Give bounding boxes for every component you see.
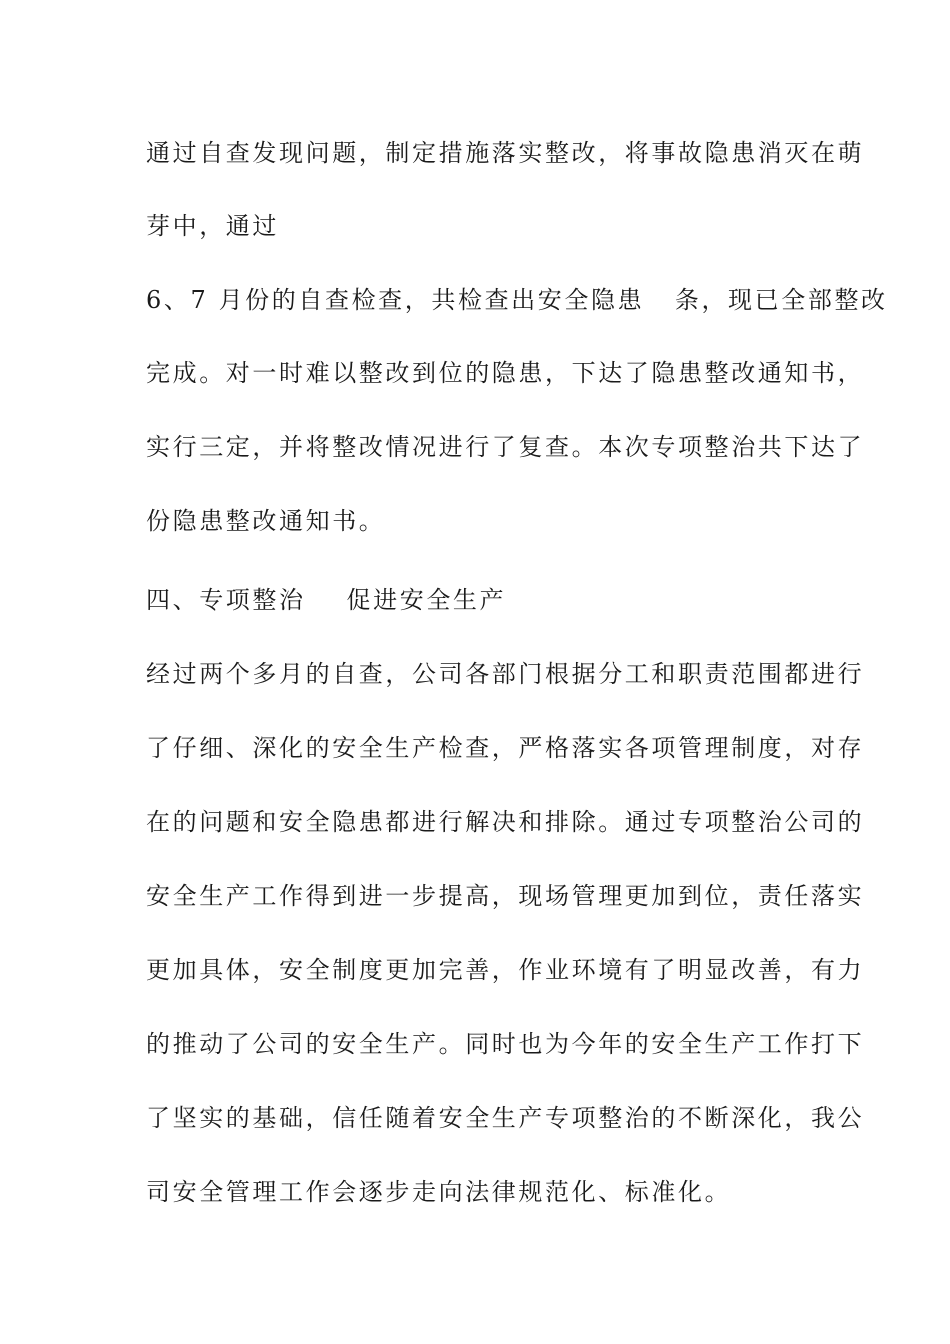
section-heading: 四、专项整治 促进安全生产 bbox=[146, 586, 507, 614]
paragraph-line: 芽中，通过 bbox=[146, 212, 279, 240]
paragraph-line: 在的问题和安全隐患都进行解决和排除。通过专项整治公司的 bbox=[146, 808, 865, 836]
paragraph-line: 实行三定，并将整改情况进行了复查。本次专项整治共下达了 bbox=[146, 433, 865, 461]
paragraph-line: 安全生产工作得到进一步提高，现场管理更加到位，责任落实 bbox=[146, 882, 865, 910]
paragraph-line: 司安全管理工作会逐步走向法律规范化、标准化。 bbox=[146, 1178, 732, 1206]
paragraph-line: 份隐患整改通知书。 bbox=[146, 507, 386, 535]
paragraph-line: 通过自查发现问题，制定措施落实整改，将事故隐患消灭在萌 bbox=[146, 139, 865, 167]
paragraph-line: 经过两个多月的自查，公司各部门根据分工和职责范围都进行 bbox=[146, 660, 865, 688]
paragraph-line: 6、7 月份的自查检查，共检查出安全隐患 条，现已全部整改 bbox=[146, 286, 888, 314]
paragraph-line: 完成。对一时难以整改到位的隐患，下达了隐患整改通知书， bbox=[146, 359, 865, 387]
paragraph-line: 了坚实的基础，信任随着安全生产专项整治的不断深化，我公 bbox=[146, 1104, 865, 1132]
paragraph-line: 的推动了公司的安全生产。同时也为今年的安全生产工作打下 bbox=[146, 1030, 865, 1058]
paragraph-line: 更加具体，安全制度更加完善，作业环境有了明显改善，有力 bbox=[146, 956, 865, 984]
paragraph-line: 了仔细、深化的安全生产检查，严格落实各项管理制度，对存 bbox=[146, 734, 865, 762]
